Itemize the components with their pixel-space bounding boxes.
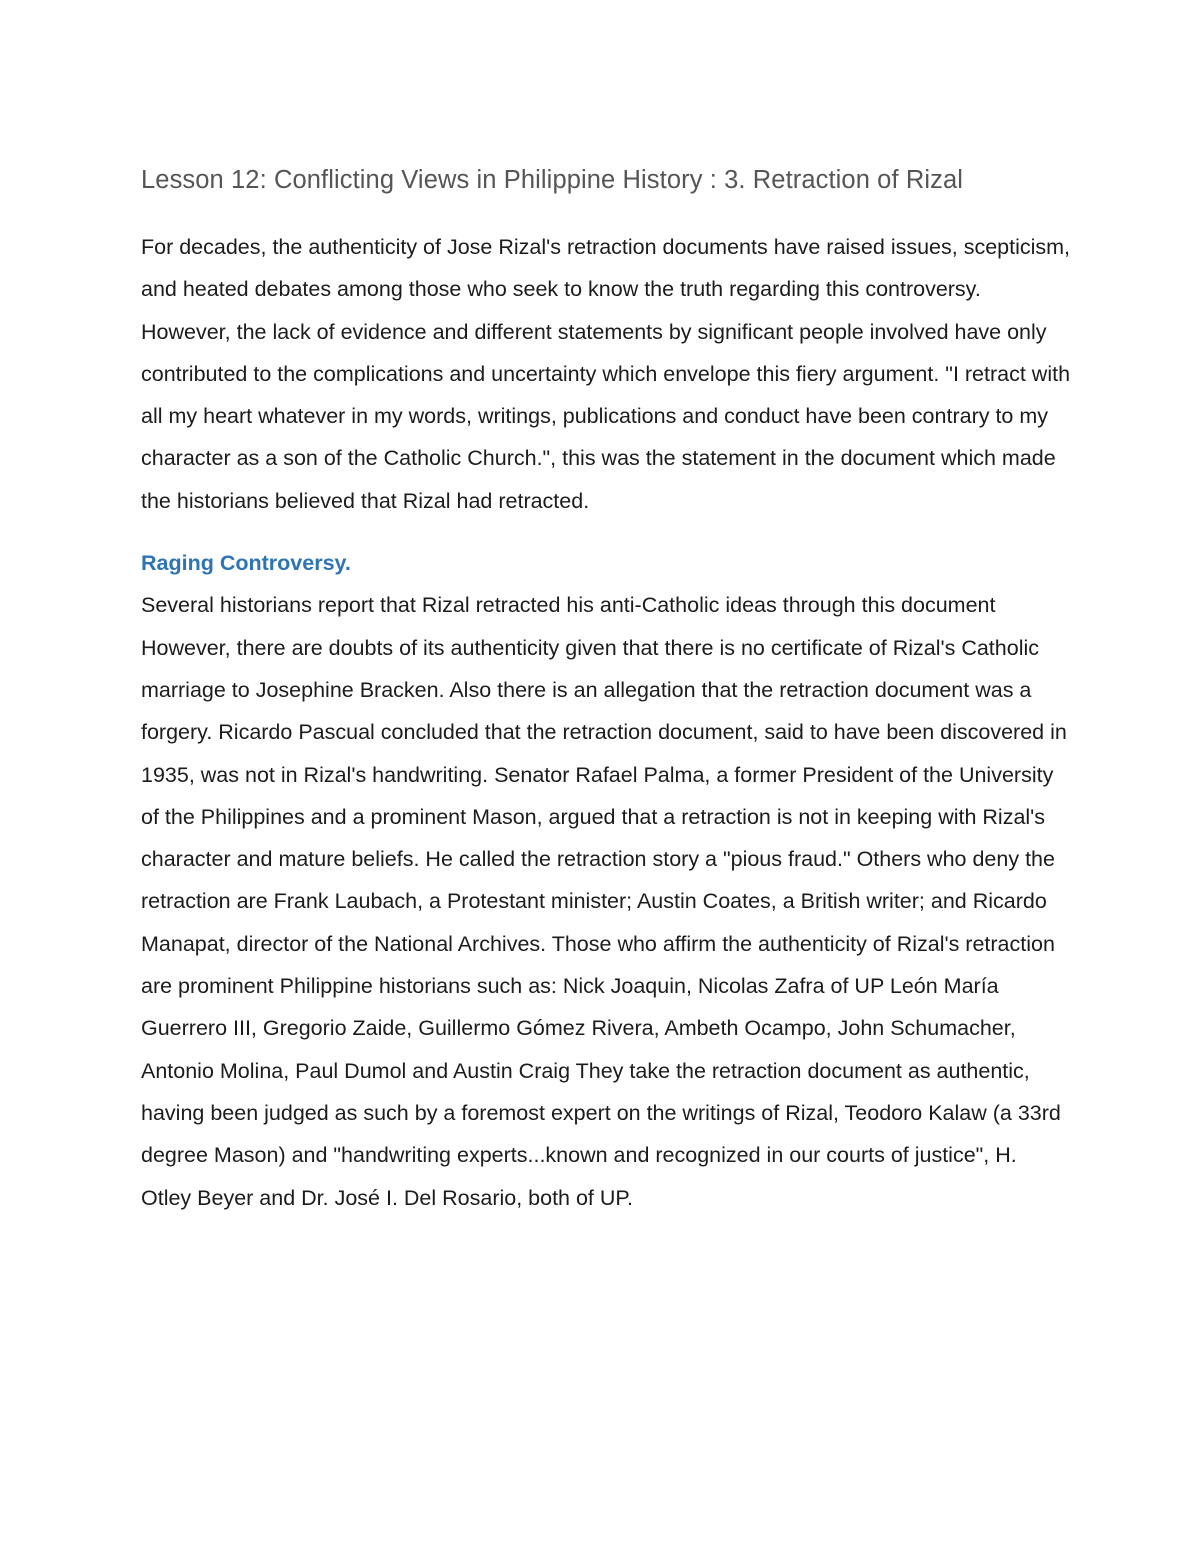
section-paragraph: Several historians report that Rizal retracted his anti-Catholic ideas through this document However, there are doubts of its authenticity given that there is no certificate of Rizal's Catholic marriage to Josephine Bracken. Also there is an allegation that the retraction document was a forgery. Ricardo Pascual concluded that the retraction document, said to have been discovered in 1935, was not in Rizal's handwriting. Senator Rafael Palma, a former President of the University of the Philippines and a prominent Mason, argued that a retraction is not in keeping with Rizal's character and mature beliefs. He called the retraction story a "pious fraud." Others who deny the retraction are Frank Laubach, a Protestant minister; Austin Coates, a British writer; and Ricardo Manapat, director of the National Archives. Those who affirm the authenticity of Rizal's retraction are prominent Philippine historians such as: Nick Joaquin, Nicolas Zafra of UP León María Guerrero III, Gregorio Zaide, Guillermo Gómez Rivera, Ambeth Ocampo, John Schumacher, Antonio Molina, Paul Dumol and Austin Craig They take the retraction document as authentic, having been judged as such by a foremost expert on the writings of Rizal, Teodoro Kalaw (a 33rd degree Mason) and "handwriting experts...known and recognized in our courts of justice", H. Otley Beyer and Dr. José I. Del Rosario, both of UP. [141, 593, 1067, 1210]
page-title: Lesson 12: Conflicting Views in Philippine History : 3. Retraction of Rizal [141, 166, 964, 194]
section-heading-raging-controversy: Raging Controversy. [141, 551, 351, 576]
document-content [141, 160, 1071, 1239]
intro-paragraph: For decades, the authenticity of Jose Rizal's retraction documents have raised issues, scepticism, and heated debates among those who seek to know the truth regarding this controversy. However, the lack of evidence and different statements by significant people involved have only contributed to the complications and uncertainty which envelope this fiery argument. "I retract with all my heart whatever in my words, writings, publications and conduct have been contrary to my character as a son of the Catholic Church.", this was the statement in the document which made the historians believed that Rizal had retracted. [141, 235, 1071, 513]
